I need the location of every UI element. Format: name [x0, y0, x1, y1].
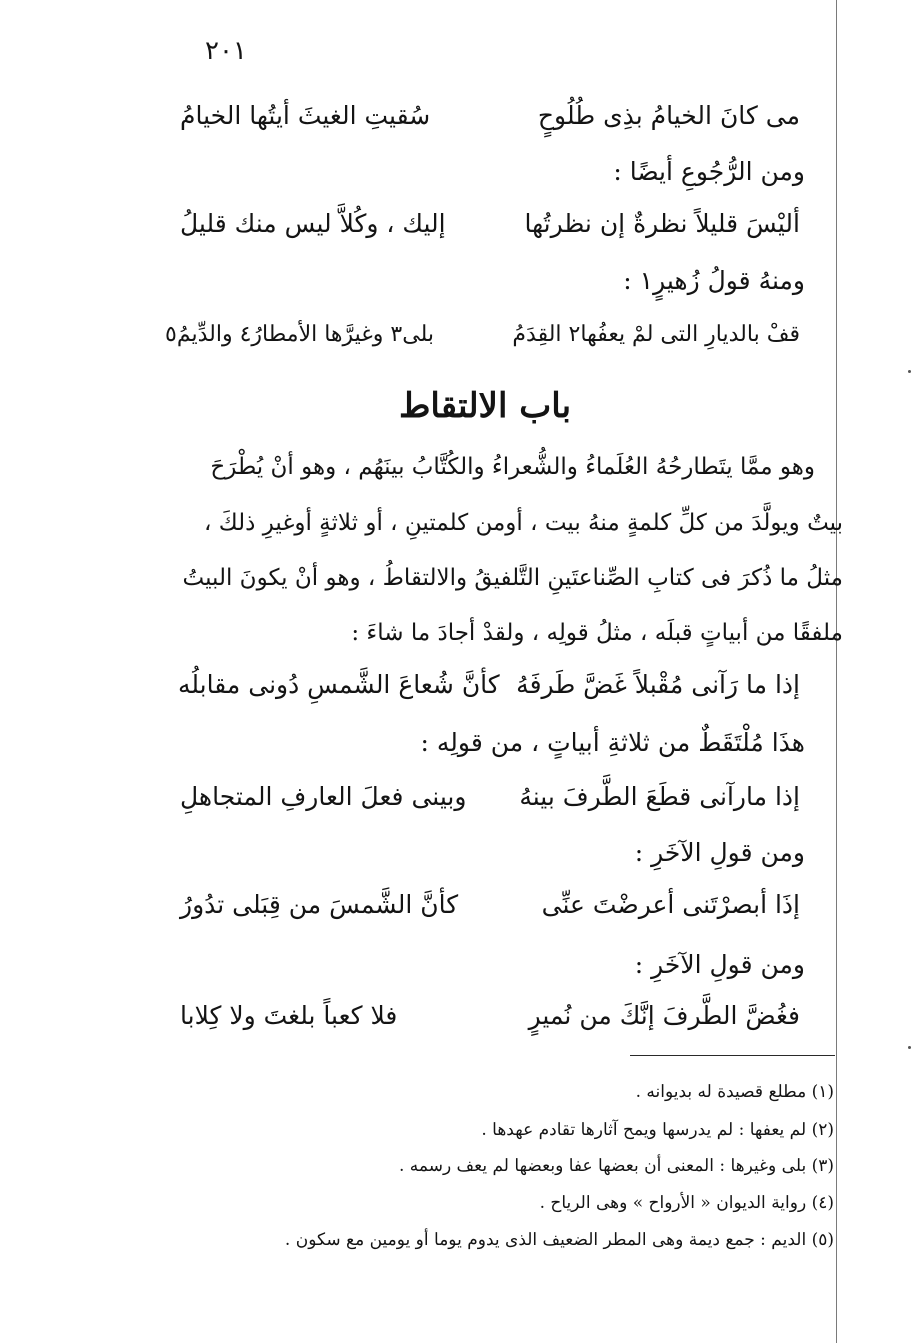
section-heading: باب الالتقاط: [398, 386, 572, 426]
footnote-1: (١) مطلع قصيدة له بديوانه .: [635, 1082, 834, 1102]
paragraph-line-2: بيتٌ ويولَّدَ من كلِّ كلمةٍ منهُ بيت ، أومن كلمتينِ ، أو ثلاثةٍ أوغيرِ ذلكَ ،: [204, 510, 843, 536]
verse-6: [180, 892, 800, 924]
intro-line-2: ومن الرُّجُوعِ أيضًا :: [613, 157, 805, 186]
footnote-separator: [630, 1055, 835, 1056]
footnote-5: (٥) الديم : جمع ديمة وهى المطر الضعيف الذى يدوم يوما أو يومين مع سكون .: [284, 1230, 834, 1250]
verse-1: [180, 103, 800, 135]
verse-5-second-hemistich: وبينى فعلَ العارفِ المتجاهلِ: [180, 782, 467, 811]
verse-2-first-hemistich: أليْسَ قليلاً نظرةٌ إن نظرتُها: [524, 209, 800, 238]
scan-speck: [908, 370, 911, 373]
verse-3: [165, 324, 800, 356]
paragraph-line-4: ملفقًا من أبياتٍ قبلَه ، مثلُ قولِه ، ولقدْ أجادَ ما شاءَ :: [351, 620, 843, 646]
verse-7: [180, 1003, 800, 1035]
verse-4-first-hemistich: إذا ما رَآنى مُقْبلاً غَضَّ طَرفَهُ: [516, 670, 800, 699]
verse-1-second-hemistich: سُقيتِ الغيثَ أيتُها الخيامُ: [180, 101, 431, 130]
verse-6-second-hemistich: كأنَّ الشَّمسَ من قِبَلى تدُورُ: [180, 890, 459, 919]
verse-3-second-hemistich: بلى٣ وغيرَّها الأمطارُ٤ والدِّيمُ٥: [165, 322, 434, 347]
page-number: ٢٠١: [205, 36, 247, 66]
verse-5: [180, 784, 800, 816]
verse-7-first-hemistich: فغُضَّ الطَّرفَ إنَّكَ من نُميرٍ: [528, 1001, 800, 1030]
verse-4-second-hemistich: كأنَّ شُعاعَ الشَّمسِ دُونى مقابلُه: [178, 670, 500, 699]
verse-2: [180, 211, 800, 243]
paragraph-line-3: مثلُ ما ذُكرَ فى كتابِ الصِّناعتَينِ التَّلفيقُ والالتقاطُ ، وهو أنْ يكونَ البيتُ: [182, 565, 843, 591]
intro-line-7: ومن قولِ الآخَرِ :: [634, 950, 805, 979]
footnote-2: (٢) لم يعفها : لم يدرسها ويمح آثارها تقادم عهدها .: [481, 1120, 834, 1140]
right-edge-rule: [836, 0, 837, 1343]
verse-2-second-hemistich: إليك ، وكُلاَّ ليس منك قليلُ: [180, 209, 446, 238]
verse-7-second-hemistich: فلا كعباً بلغتَ ولا كِلابا: [180, 1001, 398, 1030]
paragraph-line-1: وهو ممَّا يتَطارحُهُ العُلَماءُ والشُّعراءُ والكُتَّابُ بينَهُم ، وهو أنْ يُطْرَحَ: [210, 454, 815, 480]
verse-6-first-hemistich: إذَا أبصرْتَنى أعرضْتَ عنِّى: [541, 890, 800, 919]
verse-4: [178, 672, 800, 704]
intro-line-3: ومنهُ قولُ زُهيرٍ١ :: [623, 266, 805, 295]
intro-line-6: ومن قولِ الآخَرِ :: [634, 838, 805, 867]
verse-1-first-hemistich: مى كانَ الخيامُ بذِى طُلُوحٍ: [537, 101, 800, 130]
verse-3-first-hemistich: قفْ بالديارِ التى لمْ يعفُها٢ القِدَمُ: [512, 322, 800, 347]
scan-speck: [908, 1046, 911, 1049]
verse-5-first-hemistich: إذا مارآنى قطَعَ الطَّرفَ بينهُ: [519, 782, 800, 811]
footnote-3: (٣) بلى وغيرها : المعنى أن بعضها عفا وبعضها لم يعف رسمه .: [398, 1156, 834, 1176]
intro-line-5: هذَا مُلْتَقَطٌ من ثلاثةِ أبياتٍ ، من قولِه :: [420, 728, 805, 757]
footnote-4: (٤) رواية الديوان « الأرواح » وهى الرياح .: [539, 1193, 834, 1213]
